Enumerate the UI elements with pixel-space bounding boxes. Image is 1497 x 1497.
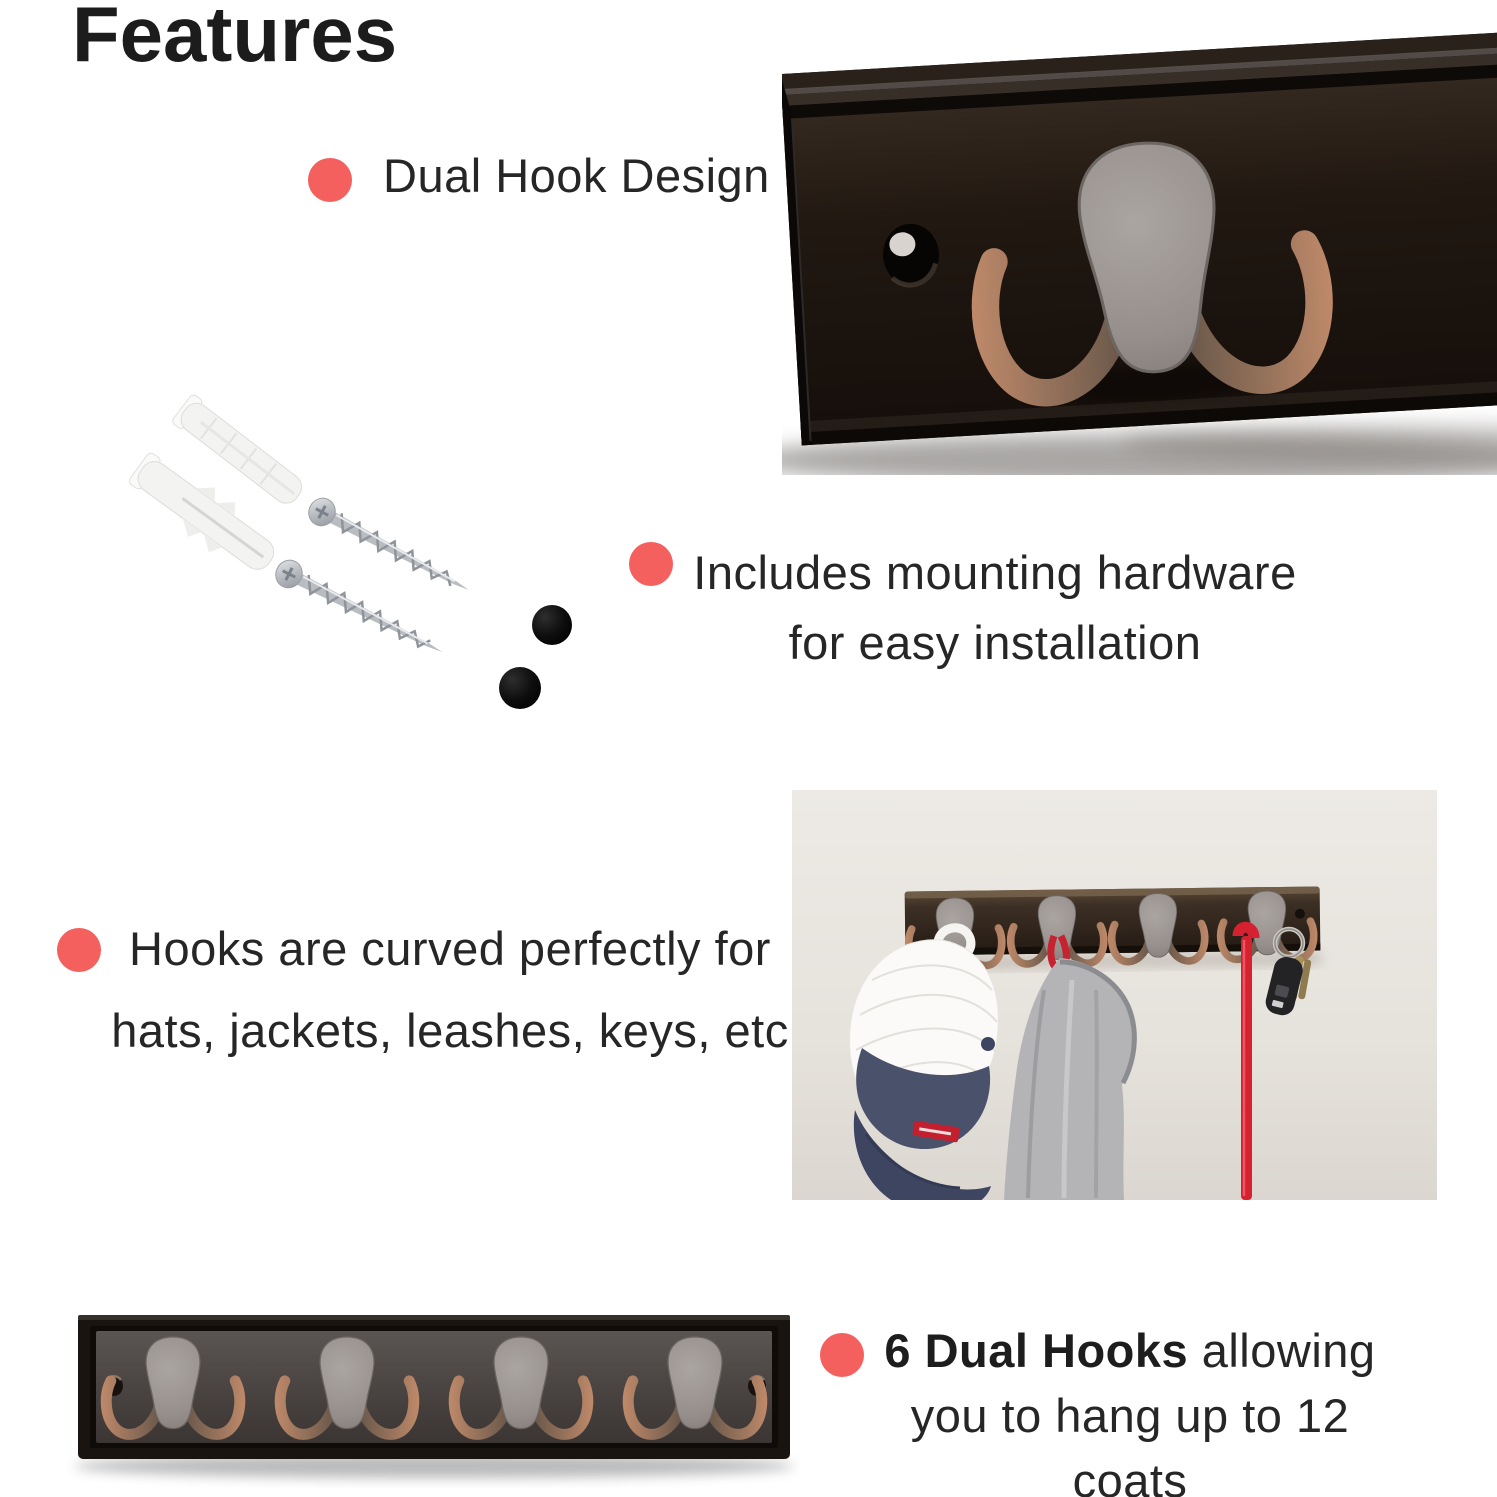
feature-rest-text: allowing <box>1188 1324 1376 1377</box>
hook-rail-art <box>60 1300 800 1497</box>
wall-rack-art <box>792 790 1437 1200</box>
feature-label-mounting-hardware <box>650 538 1340 678</box>
feature-line: coats <box>1072 1454 1188 1497</box>
feature-line: Includes mounting hardware <box>693 546 1297 599</box>
espresso-plank <box>782 28 1497 445</box>
feature-line: for easy installation <box>788 616 1202 669</box>
feature-line <box>805 1318 1455 1383</box>
mounting-hardware-photo <box>90 385 670 745</box>
feature-label-dual-hook-design: Dual Hook Design <box>383 149 770 202</box>
feature-label-six-dual-hooks <box>805 1318 1455 1497</box>
dual-hook-closeup-photo <box>782 22 1497 475</box>
mounting-screw <box>304 494 475 603</box>
hook-rail-product-photo <box>60 1300 800 1497</box>
feature-bold-text: 6 Dual Hooks <box>884 1324 1189 1377</box>
feature-line: you to hang up to 12 <box>910 1389 1350 1442</box>
feature-line: hats, jackets, leashes, keys, etc <box>111 1004 789 1057</box>
feature-label-curved-hooks <box>95 908 805 1072</box>
mounting-screw <box>271 556 449 665</box>
black-cover-cap <box>532 605 572 645</box>
wall-rack-lifestyle-photo <box>792 790 1437 1200</box>
feature-bullet-dot <box>308 158 352 202</box>
black-cover-cap <box>499 667 541 709</box>
mounting-hardware-art <box>90 385 670 745</box>
page-title: Features <box>72 0 398 78</box>
feature-line: Hooks are curved perfectly for <box>129 922 771 975</box>
dual-hook-closeup-art <box>782 22 1497 475</box>
